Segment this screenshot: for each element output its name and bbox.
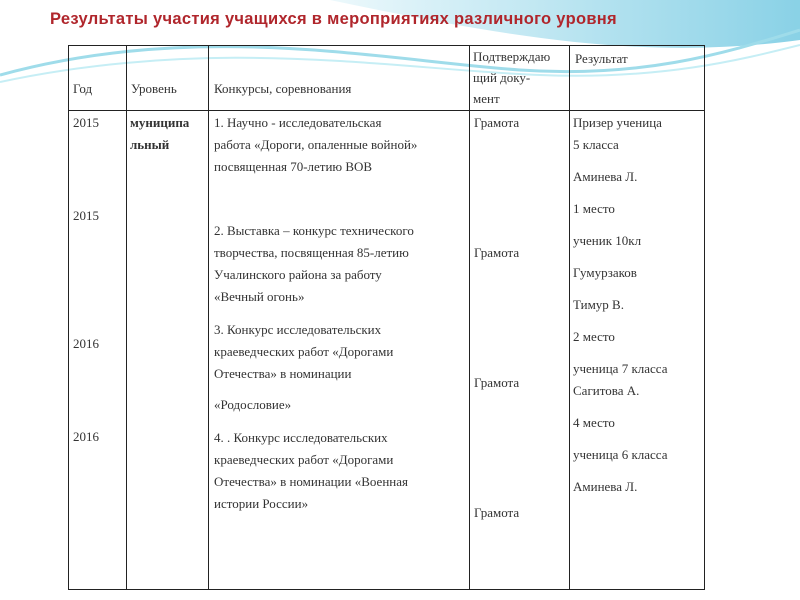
document-cell: Грамота — [474, 505, 520, 520]
result-line: Призер ученица — [573, 115, 662, 130]
document-cell: Грамота — [474, 115, 520, 130]
header-document-line: мент — [473, 91, 500, 106]
contest-line: Учалинского района за работу — [214, 267, 382, 282]
contest-line: Отечества» в номинации «Военная — [214, 474, 408, 489]
header-document-line: щий доку- — [473, 70, 531, 85]
contest-line: посвященная 70-летию ВОВ — [214, 159, 373, 174]
contest-line: творчества, посвященная 85-летию — [214, 245, 409, 260]
result-line: Гумурзаков — [573, 265, 637, 280]
column-divider — [569, 46, 570, 589]
contest-4 — [214, 427, 408, 515]
contest-line: Отечества» в номинации — [214, 366, 352, 381]
header-contests: Конкурсы, соревнования — [214, 81, 352, 96]
contest-line: работа «Дороги, опаленные войной» — [214, 137, 418, 152]
result-line: Сагитова А. — [573, 383, 640, 398]
slide-title: Результаты участия учащихся в мероприятиях различного уровня — [50, 10, 617, 28]
contest-line: «Вечный огонь» — [214, 289, 305, 304]
header-document — [473, 46, 550, 109]
document-cell: Грамота — [474, 245, 520, 260]
result-line: Тимур В. — [573, 297, 624, 312]
contest-line: 4. . Конкурс исследовательских — [214, 430, 388, 445]
year-cell: 2016 — [73, 336, 99, 351]
result-cell — [573, 112, 668, 498]
contest-2 — [214, 220, 414, 308]
year-cell: 2015 — [73, 208, 99, 223]
result-line: 2 место — [573, 329, 615, 344]
contest-1 — [214, 112, 417, 178]
contest-3 — [214, 319, 393, 385]
result-line: 1 место — [573, 201, 615, 216]
contest-line: истории России» — [214, 496, 309, 511]
column-divider — [469, 46, 470, 589]
result-line: 5 класса — [573, 137, 619, 152]
header-result: Результат — [575, 51, 628, 66]
contest-line: 2. Выставка – конкурс технического — [214, 223, 414, 238]
results-table — [68, 45, 705, 590]
contest-line: 3. Конкурс исследовательских — [214, 322, 382, 337]
result-line: Аминева Л. — [573, 169, 638, 184]
year-cell: 2016 — [73, 429, 99, 444]
contest-line: краеведческих работ «Дорогами — [214, 452, 394, 467]
document-cell: Грамота — [474, 375, 520, 390]
header-year: Год — [73, 81, 93, 96]
level-line: муниципа — [130, 115, 190, 130]
result-line: Аминева Л. — [573, 479, 638, 494]
level-cell — [130, 112, 189, 156]
header-divider — [69, 110, 704, 111]
result-line: ученик 10кл — [573, 233, 642, 248]
contest-line: краеведческих работ «Дорогами — [214, 344, 394, 359]
year-cell: 2015 — [73, 115, 99, 130]
result-line: ученица 7 класса — [573, 361, 668, 376]
contest-line: 1. Научно - исследовательская — [214, 115, 382, 130]
result-line: 4 место — [573, 415, 615, 430]
column-divider — [208, 46, 209, 589]
header-document-line: Подтверждаю — [473, 49, 551, 64]
result-line: ученица 6 класса — [573, 447, 668, 462]
column-divider — [126, 46, 127, 589]
level-line: льный — [130, 137, 170, 152]
contest-3-nomination: «Родословие» — [214, 397, 292, 412]
header-level: Уровень — [131, 81, 177, 96]
